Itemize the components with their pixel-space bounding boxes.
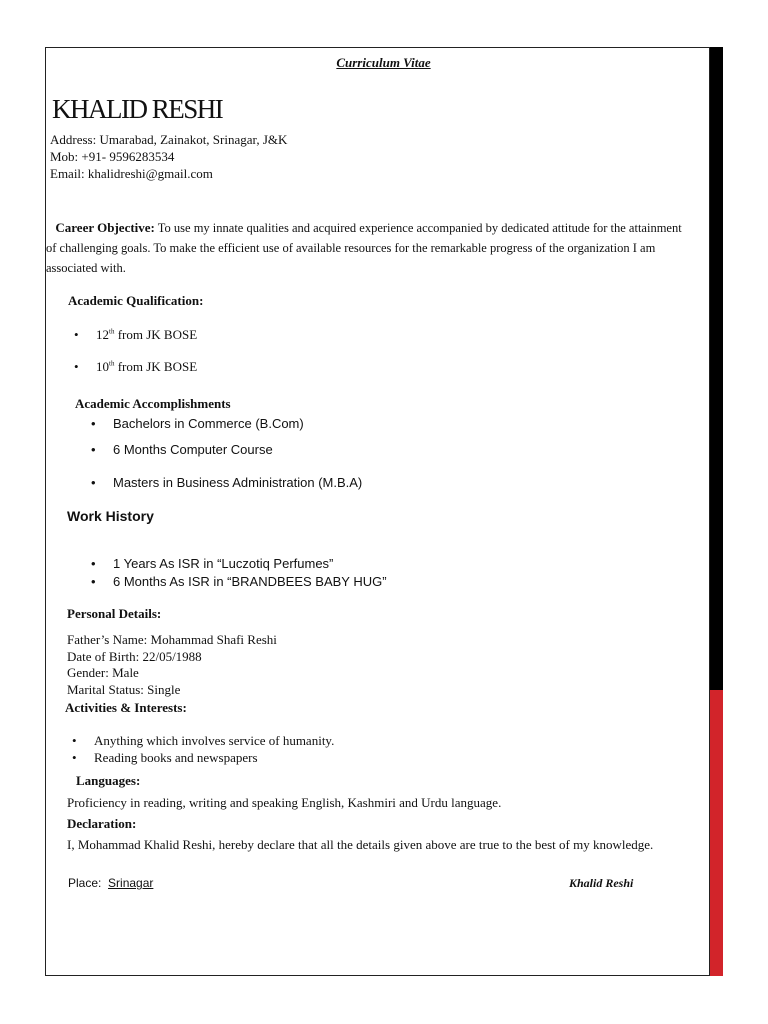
accomplishment-item: • Bachelors in Commerce (B.Com) <box>113 416 304 431</box>
gender: Gender: Male <box>67 665 139 680</box>
father-name: Father’s Name: Mohammad Shafi Reshi <box>67 632 277 647</box>
work-item: • 6 Months As ISR in “BRANDBEES BABY HUG” <box>113 574 387 589</box>
mobile-line: Mob: +91- 9596283534 <box>50 149 175 164</box>
declaration-heading: Declaration: <box>67 816 137 831</box>
languages-text: Proficiency in reading, writing and speaking English, Kashmiri and Urdu language. <box>67 795 502 810</box>
declaration-text: I, Mohammad Khalid Reshi, hereby declare that all the details given above are true to the best of my knowledge. <box>67 837 654 852</box>
candidate-name: KHALID RESHI <box>52 94 223 124</box>
work-item: • 1 Years As ISR in “Luczotiq Perfumes” <box>113 556 333 571</box>
document-title: Curriculum Vitae <box>336 55 431 70</box>
qualification-item: • 12th from JK BOSE <box>96 327 197 343</box>
date-of-birth: Date of Birth: 22/05/1988 <box>67 649 202 664</box>
email-line: Email: khalidreshi@gmail.com <box>50 166 213 181</box>
activity-item: • Anything which involves service of humanity. <box>94 733 334 749</box>
personal-details-heading: Personal Details: <box>67 606 162 621</box>
activities-heading: Activities & Interests: <box>65 700 187 715</box>
career-objective-text: To use my innate qualities and acquired experience accompanied by dedicated attitude for the attainment of challenging goals. To make the efficient use of available resources for the remarkable progress of the organization I am associated with. <box>46 221 682 275</box>
side-bar-red <box>710 690 723 976</box>
accomplishment-item: • Masters in Business Administration (M.B.A) <box>113 475 362 490</box>
activity-item: • Reading books and newspapers <box>94 750 258 766</box>
accomplishment-item: • 6 Months Computer Course <box>113 442 273 457</box>
address-line: Address: Umarabad, Zainakot, Srinagar, J&K <box>50 132 288 147</box>
place-value: Srinagar <box>108 876 154 890</box>
academic-accomplishments-heading: Academic Accomplishments <box>75 396 231 411</box>
side-bar-black <box>710 47 723 690</box>
place-label: Place: <box>68 876 102 890</box>
career-objective <box>46 218 691 278</box>
career-objective-label: Career Objective: <box>55 220 155 235</box>
academic-qualification-heading: Academic Qualification: <box>68 293 204 308</box>
place <box>68 876 153 890</box>
resume-page <box>45 47 710 976</box>
signature: Khalid Reshi <box>569 876 634 890</box>
work-history-heading: Work History <box>67 508 154 524</box>
qualification-item: • 10th from JK BOSE <box>96 359 197 375</box>
languages-heading: Languages: <box>76 773 141 788</box>
marital-status: Marital Status: Single <box>67 682 181 697</box>
